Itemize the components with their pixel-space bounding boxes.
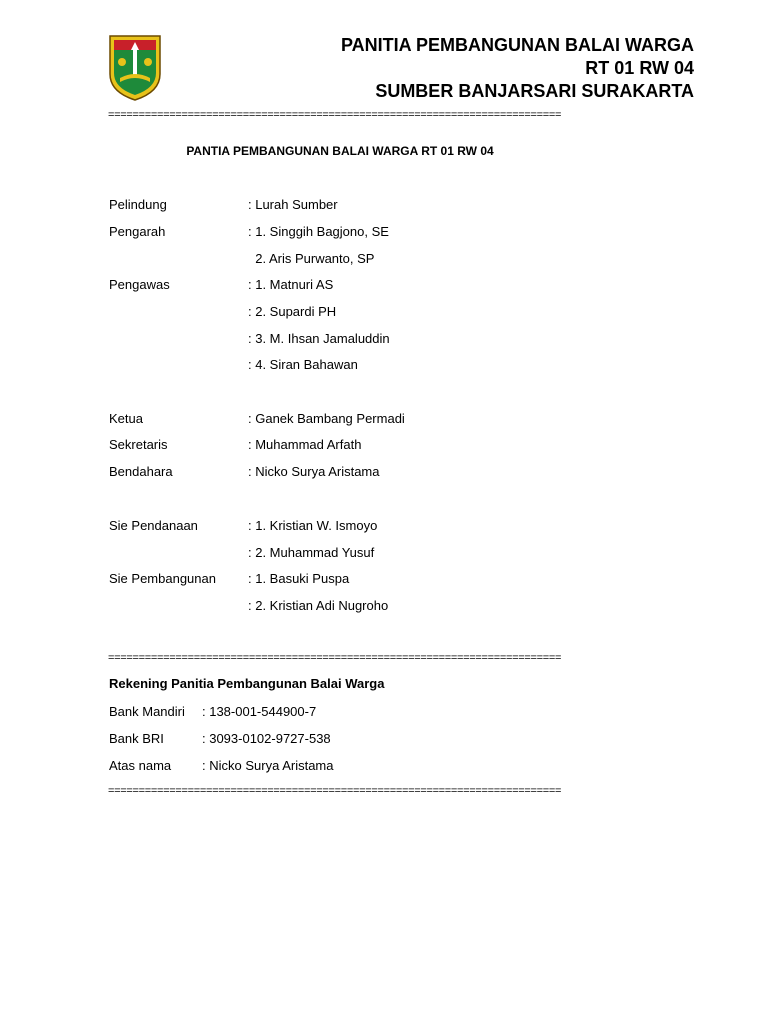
- committee-member: : 3. M. Ihsan Jamaluddin: [248, 331, 390, 346]
- committee-role: Sie Pendanaan: [109, 518, 198, 533]
- account-value: : Nicko Surya Aristama: [202, 758, 334, 773]
- committee-member: 2. Aris Purwanto, SP: [248, 251, 375, 266]
- letterhead: [341, 34, 694, 103]
- committee-member: : 1. Basuki Puspa: [248, 571, 350, 586]
- letterhead-line-3: SUMBER BANJARSARI SURAKARTA: [375, 81, 694, 101]
- letterhead-line-1: PANITIA PEMBANGUNAN BALAI WARGA: [341, 35, 694, 55]
- section-separator: ==========================================================================: [108, 652, 562, 664]
- committee-member: : 2. Kristian Adi Nugroho: [248, 598, 389, 613]
- committee-role: Sie Pembangunan: [109, 571, 216, 586]
- account-value: : 3093-0102-9727-538: [202, 731, 331, 746]
- committee-member: : 2. Supardi PH: [248, 304, 337, 319]
- committee-member: : Ganek Bambang Permadi: [248, 411, 405, 426]
- committee-member: : Lurah Sumber: [248, 197, 338, 212]
- committee-member: : 1. Kristian W. Ismoyo: [248, 518, 378, 533]
- committee-member: : 1. Matnuri AS: [248, 277, 334, 292]
- committee-member: : 2. Muhammad Yusuf: [248, 545, 375, 560]
- committee-member: : Muhammad Arfath: [248, 437, 362, 452]
- account-label: Atas nama: [109, 758, 172, 773]
- committee-role: Bendahara: [109, 464, 173, 479]
- account-label: Bank BRI: [109, 731, 164, 746]
- committee-role: Pengarah: [109, 224, 166, 239]
- committee-member: : 1. Singgih Bagjono, SE: [248, 224, 389, 239]
- committee-role: Pengawas: [109, 277, 170, 292]
- surakarta-emblem-icon: [108, 34, 162, 102]
- committee-role: Sekretaris: [109, 437, 168, 452]
- committee-member: : Nicko Surya Aristama: [248, 464, 380, 479]
- committee-member: : 4. Siran Bahawan: [248, 357, 358, 372]
- letterhead-line-2: RT 01 RW 04: [585, 58, 694, 78]
- account-value: : 138-001-544900-7: [202, 704, 317, 719]
- header-separator: ==========================================================================: [108, 109, 562, 121]
- account-label: Bank Mandiri: [109, 704, 185, 719]
- account-title: Rekening Panitia Pembangunan Balai Warga: [109, 676, 385, 691]
- committee-role: Pelindung: [109, 197, 167, 212]
- committee-role: Ketua: [109, 411, 143, 426]
- document-title: PANTIA PEMBANGUNAN BALAI WARGA RT 01 RW 04: [186, 144, 494, 158]
- footer-separator: ==========================================================================: [108, 785, 562, 797]
